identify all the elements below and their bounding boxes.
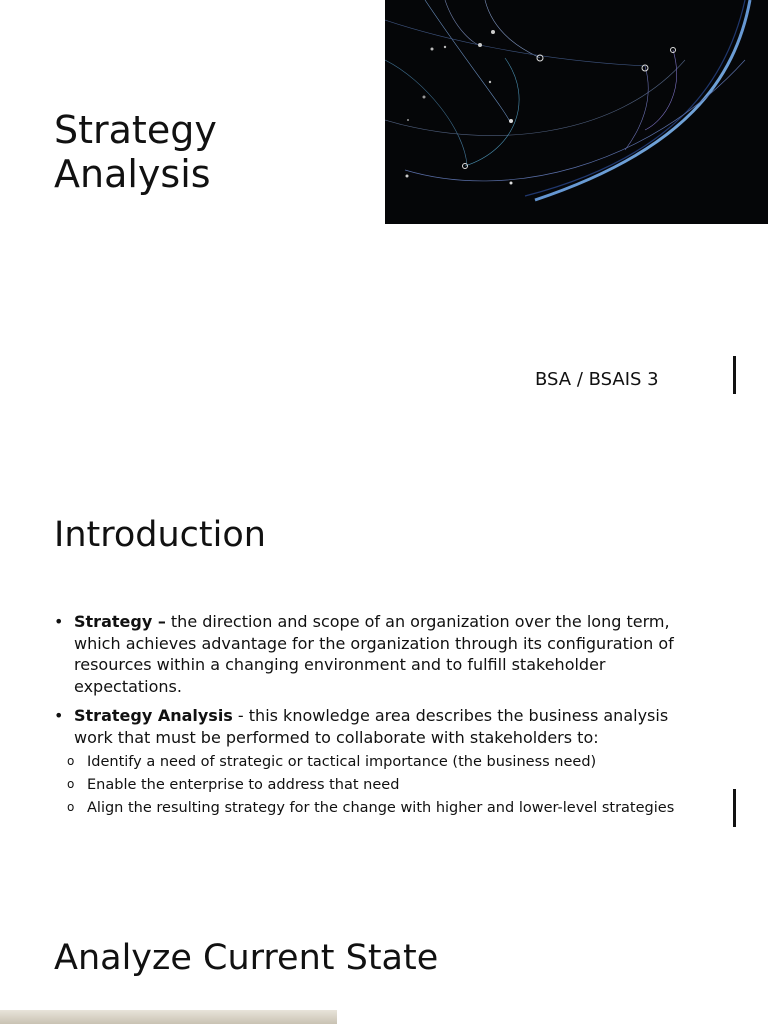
sub-bullet-item <box>54 797 704 820</box>
sub-bullet-marker: o <box>67 753 75 768</box>
section-title: Introduction <box>54 515 266 555</box>
slide-divider <box>733 356 736 394</box>
sub-bullet-item <box>54 774 704 797</box>
sub-bullet-text: Align the resulting strategy for the change with higher and lower-level strategies <box>87 799 675 816</box>
bullet-item <box>54 705 704 748</box>
section-title: Analyze Current State <box>54 938 439 978</box>
sub-bullet-marker: o <box>67 776 75 791</box>
network-graphic <box>385 0 768 224</box>
sub-bullet-item <box>54 751 704 774</box>
sub-bullet-text: Enable the enterprise to address that need <box>87 776 400 793</box>
definition-strategy: the direction and scope of an organization over the long term, which achieves advantage for the organization through its configuration of resources within a changing environment and to fulfill stakeholder expectations. <box>74 612 674 696</box>
bullet-dot: • <box>54 612 64 631</box>
term-strategy-analysis: Strategy Analysis <box>74 706 233 726</box>
slide-subtitle: BSA / BSAIS 3 <box>535 369 659 390</box>
slide-divider <box>733 789 736 827</box>
term-strategy: Strategy – <box>74 612 166 631</box>
definition-strategy-analysis: - this knowledge area describes the business analysis work that must be performed to collaborate with stakeholders to: <box>74 706 669 747</box>
bullet-dot: • <box>54 706 64 726</box>
bullet-list <box>54 611 704 820</box>
slide-title: Strategy Analysis <box>54 108 217 196</box>
bullet-item <box>54 611 704 697</box>
road-image <box>0 1010 337 1024</box>
sub-bullet-marker: o <box>67 799 75 814</box>
globe-network-image <box>385 0 768 224</box>
sub-bullet-text: Identify a need of strategic or tactical importance (the business need) <box>87 753 597 770</box>
